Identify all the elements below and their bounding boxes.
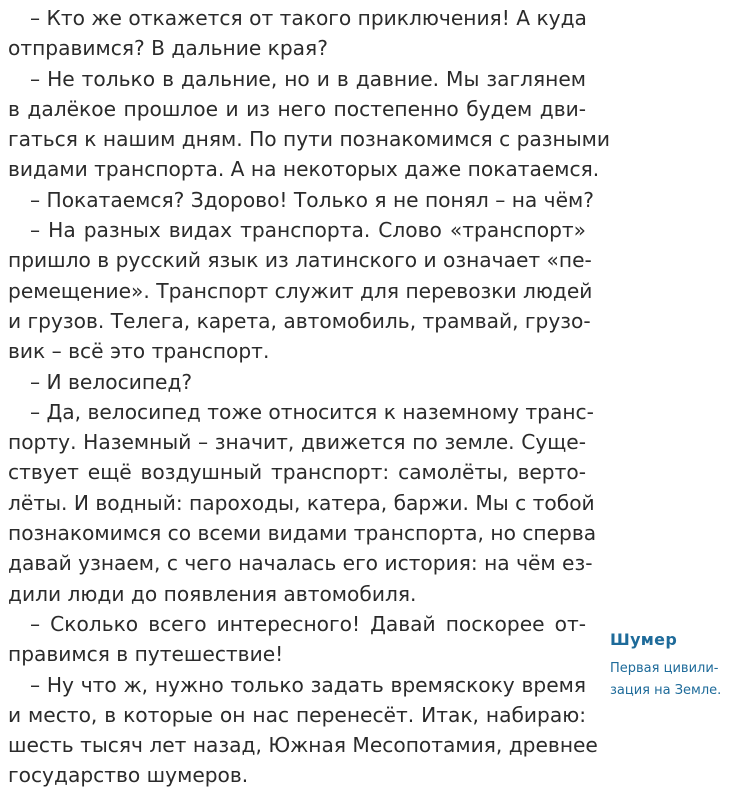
text-line: шесть тысяч лет назад, Южная Месопотамия, древнее [8, 733, 598, 758]
text-line: видами транспорта. А на некоторых даже покатаемся. [8, 157, 600, 182]
sidebar-title: Шумер [610, 630, 678, 649]
text-line: пришло в русский язык из латинского и означает «пе- [8, 248, 592, 273]
sidebar-line: зация на Земле. [610, 683, 722, 698]
text-line: гаться к нашим дням. По пути познакомимся с разными [8, 127, 611, 152]
text-line: – Сколько всего интересного! Давай поскорее от- [30, 611, 586, 636]
paragraph [8, 3, 586, 64]
text-line: познакомимся со всеми видами транспорта, но сперва [8, 521, 597, 546]
text-line: – Не только в дальние, но и в давние. Мы заглянем [30, 66, 586, 91]
text-line: – На разных видах транспорта. Слово «транспорт» [30, 218, 586, 243]
text-line: – Кто же откажется от такого приключения! А куда [30, 6, 587, 30]
text-line: ремещение». Транспорт служит для перевозки людей [8, 278, 593, 303]
text-line: правимся в путешествие! [8, 642, 284, 667]
text-line: – Ну что ж, нужно только задать времяскоку время [30, 672, 586, 697]
paragraph [8, 64, 611, 185]
text-line: ствует ещё воздушный транспорт: самолёты, верто- [8, 460, 586, 485]
text-line: отправимся? В дальние края? [8, 36, 328, 61]
text-line: дили люди до появления автомобиля. [8, 581, 417, 606]
text-line: – Покатаемся? Здорово! Только я не понял – на чём? [30, 187, 594, 212]
text-line: вик – всё это транспорт. [8, 339, 270, 364]
text-line: – Да, велосипед тоже относится к наземному транс- [30, 399, 594, 424]
text-line: государство шумеров. [8, 763, 249, 788]
paragraph [8, 397, 597, 609]
text-line: лёты. И водный: пароходы, катера, баржи. Мы с тобой [8, 490, 595, 515]
paragraph [8, 367, 586, 397]
paragraph [8, 215, 593, 366]
text-line: и место, в которые он нас перенесёт. Итак, набираю: [8, 702, 586, 727]
sidebar-note [610, 628, 745, 702]
paragraph [8, 609, 586, 670]
text-line: – И велосипед? [30, 369, 193, 394]
sidebar-line: Первая цивили- [610, 661, 719, 676]
text-line: порту. Наземный – значит, движется по земле. Суще- [8, 430, 586, 455]
paragraph [8, 670, 598, 791]
text-line: давай узнаем, с чего началась его история: на чём ез- [8, 551, 593, 576]
main-text [8, 3, 611, 791]
text-line: в далёкое прошлое и из него постепенно будем дви- [8, 96, 586, 121]
paragraph [8, 185, 594, 215]
text-line: и грузов. Телега, карета, автомобиль, трамвай, грузо- [8, 308, 591, 333]
